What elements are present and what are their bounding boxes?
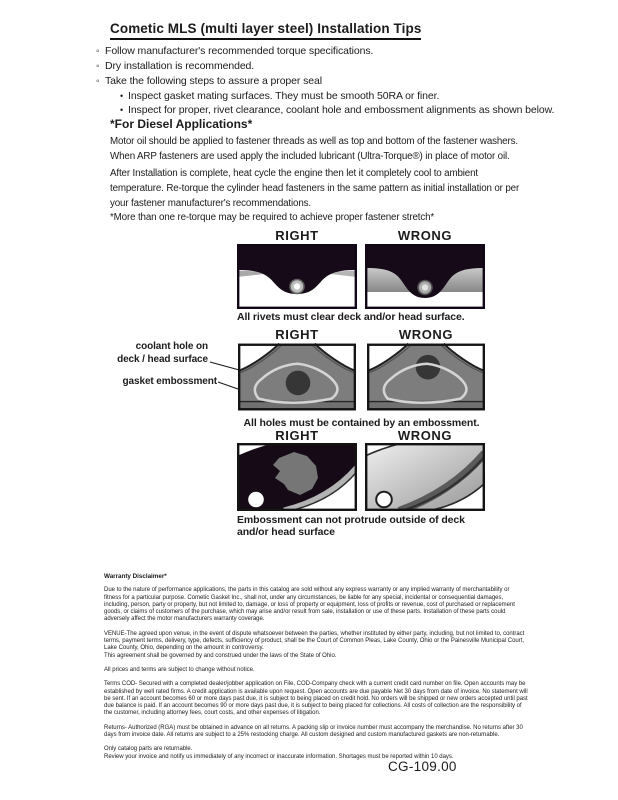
warranty-heading: Warranty Disclaimer* xyxy=(104,573,167,580)
row3-caption xyxy=(237,514,465,538)
annotation-line: coolant hole on xyxy=(135,341,208,352)
bullet-text: Follow manufacturer's recommended torque specifications. xyxy=(105,45,374,57)
list-item xyxy=(96,74,554,89)
venue-text: VENUE-The agreed upon venue, in the event of dispute whatsoever between the parties, whether instituted by either party, including, but not limited to, contract terms, payment terms, delivery, type, defects, sufficiency of product, shall be the Court of Common Pleas, Lake County, Ohio or the Painesville Municipal Court, Lake County, Ohio, depending on the amount in controversy. xyxy=(104,630,525,652)
list-item xyxy=(96,59,554,74)
list-item xyxy=(96,103,554,117)
intro-bullet-list xyxy=(96,44,554,117)
gasket-embossment-annotation: gasket embossment xyxy=(122,376,217,387)
annotation-line: deck / head surface xyxy=(117,353,208,365)
document-number: CG-109.00 xyxy=(388,759,457,774)
caption-line: Embossment can not protrude outside of deck xyxy=(237,514,465,526)
warranty-paragraph: Due to the nature of performance applications, the parts in this catalog are sold without any express warranty or any implied warranty of merchantability or fitness for a particular purpose. Cometic Gasket Inc., shall not, under any circumstances, be liable for any special, incidental or consequential damages, including, person, party or property, but not limited to, damage, or loss of property or equipment, loss of profits or revenue, cost of purchased or replacement goods, or claims of customers of the purchase, which may arise and/or result from sale, installation or use of these parts. Installation of these parts could adversely affect the motor manufacturers warranty coverage. xyxy=(104,587,515,623)
solid-bullet-icon: • xyxy=(120,91,124,101)
returnable-text: Only catalog parts are returnable. xyxy=(104,746,193,753)
governing-law-text: This agreement shall be governed by and construed under the laws of the State of Ohio. xyxy=(104,652,337,659)
open-bullet-icon: ◦ xyxy=(96,61,100,72)
caption-line: and/or head surface xyxy=(237,526,335,538)
row2-right-label: RIGHT xyxy=(275,327,319,342)
rivet-center xyxy=(294,283,300,289)
retorque-note: *More than one re-torque may be required to achieve proper fastener stretch* xyxy=(110,212,435,223)
diesel-section-heading: *For Diesel Applications* xyxy=(110,117,253,131)
protrusion-right-diagram xyxy=(237,443,357,511)
row1-right-label: RIGHT xyxy=(275,228,319,243)
rivet-center xyxy=(422,284,428,290)
open-bullet-icon: ◦ xyxy=(96,76,100,87)
warranty-disclaimer-section xyxy=(104,573,528,768)
prices-paragraph: All prices and terms are subject to change without notice. xyxy=(104,666,255,673)
rivet-clearance-wrong-diagram xyxy=(365,244,485,309)
coolant-hole-annotation xyxy=(100,341,208,366)
open-bullet-icon: ◦ xyxy=(96,46,100,57)
review-invoice-text: Review your invoice and notify us immediately of any incorrect or inaccurate information. Shortages must be reported within 10 days. xyxy=(104,753,454,760)
returnable-paragraph xyxy=(104,746,528,761)
list-item xyxy=(96,89,554,103)
list-item xyxy=(96,44,554,59)
venue-paragraph xyxy=(104,631,528,660)
embossment-wrong-diagram xyxy=(367,343,485,411)
bolt-hole-icon xyxy=(376,492,392,508)
coolant-hole-icon xyxy=(286,371,311,396)
bullet-text: Take the following steps to assure a proper seal xyxy=(105,75,322,87)
page-title: Cometic MLS (multi layer steel) Installation Tips xyxy=(110,21,421,40)
row1-caption: All rivets must clear deck and/or head surface. xyxy=(237,311,465,323)
row2-wrong-label: WRONG xyxy=(398,327,454,342)
coolant-hole-icon xyxy=(416,355,441,380)
row1-wrong-label: WRONG xyxy=(397,228,453,243)
row3-right-label: RIGHT xyxy=(275,428,319,443)
diesel-paragraph-2: After Installation is complete, heat cycle the engine then let it completely cool to ambient temperature. Re-torque the cylinder head fasteners in the same pattern as initial installation or per your fastener manufacturer's recommendations. xyxy=(110,168,520,209)
diesel-paragraph-1: Motor oil should be applied to fastener threads as well as top and bottom of the fastener washers. When ARP fasteners are used apply the included lubricant (Ultra-Torque®) in place of motor oil. xyxy=(110,136,518,162)
bullet-text: Dry installation is recommended. xyxy=(105,60,255,72)
returns-paragraph: Returns- Authorized (RGA) must be obtained in advance on all returns. A packing slip or invoice number must accompany the merchandise. No returns after 30 days from invoice date. All returns are subject to a 25% restocking charge. All custom designed and custom manufactured gaskets are non-returnable. xyxy=(104,724,523,739)
protrusion-wrong-diagram xyxy=(365,443,485,511)
row2-caption: All holes must be contained by an embossment. xyxy=(243,417,480,429)
embossment-right-diagram xyxy=(238,343,356,411)
solid-bullet-icon: • xyxy=(120,105,124,115)
bolt-hole-icon xyxy=(248,492,264,508)
bullet-text: Inspect gasket mating surfaces. They must be smooth 50RA or finer. xyxy=(128,90,440,102)
rivet-clearance-right-diagram xyxy=(237,244,357,309)
terms-paragraph: Terms COD- Secured with a completed dealer/jobber application on File, COD-Company check with a current credit card number on file. Open accounts may be established by well rated firms. A credit application is available upon request. Open accounts are due payable Net 30 days from date of invoice. No statement will be sent. If an account becomes 60 or more days past due, it is subject to being placed on credit hold. No orders will be shipped or new orders accepted until past due balance is paid. If an account becomes 90 or more days past due, it is subject to being placed for collections. All costs of collection are the responsibility of the customer, including attorney fees, court costs, and other expenses of litigation. xyxy=(104,681,528,717)
row3-wrong-label: WRONG xyxy=(397,428,453,443)
bullet-text: Inspect for proper, rivet clearance, coolant hole and embossment alignments as shown below. xyxy=(128,104,555,116)
